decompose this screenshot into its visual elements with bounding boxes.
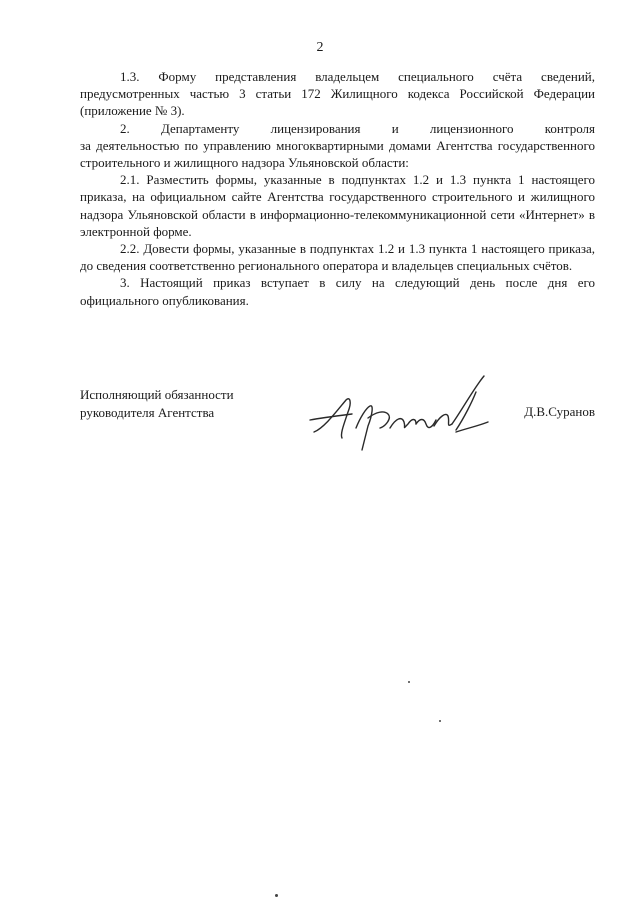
signatory-name: Д.В.Суранов [524,404,595,419]
scan-speck [439,720,441,722]
paragraph-1-3: 1.3. Форму представления владельцем специального счёта сведений, предусмотренных частью 3 статьи 172 Жилищного кодекса Российской Федерации (приложение № 3). [80,69,595,119]
document-body [80,68,595,309]
scan-speck [275,894,278,897]
paragraph-2-2: 2.2. Довести формы, указанные в подпунктах 1.2 и 1.3 пункта 1 настоящего приказа, до сведения соответственно регионального оператора и владельцев специальных счётов. [80,241,595,274]
signatory-role-line-1: Исполняющий обязанности [80,387,234,402]
paragraph-2-continuation: за деятельностью по управлению многоквартирными домами Агентства государственного строительного и жилищного надзора Ульяновской области: [80,137,595,171]
scan-speck [408,681,410,683]
signatory-role [80,386,234,421]
paragraph-2-1: 2.1. Разместить формы, указанные в подпунктах 1.2 и 1.3 пункта 1 настоящего приказа, на официальном сайте Агентства государственного строительного и жилищного надзора Ульяновской области в информационно-телекоммуникационной сети «Интернет» в электронной форме. [80,172,595,239]
signatory-role-line-2: руководителя Агентства [80,404,215,420]
handwritten-signature [306,372,496,462]
paragraph-3: 3. Настоящий приказ вступает в силу на следующий день после дня его официального опубликования. [80,275,595,308]
page-number: 2 [316,40,324,55]
paragraph-2-heading: 2. Департаменту лицензирования и лицензионного контроля [120,120,595,136]
signature-block [80,386,595,476]
